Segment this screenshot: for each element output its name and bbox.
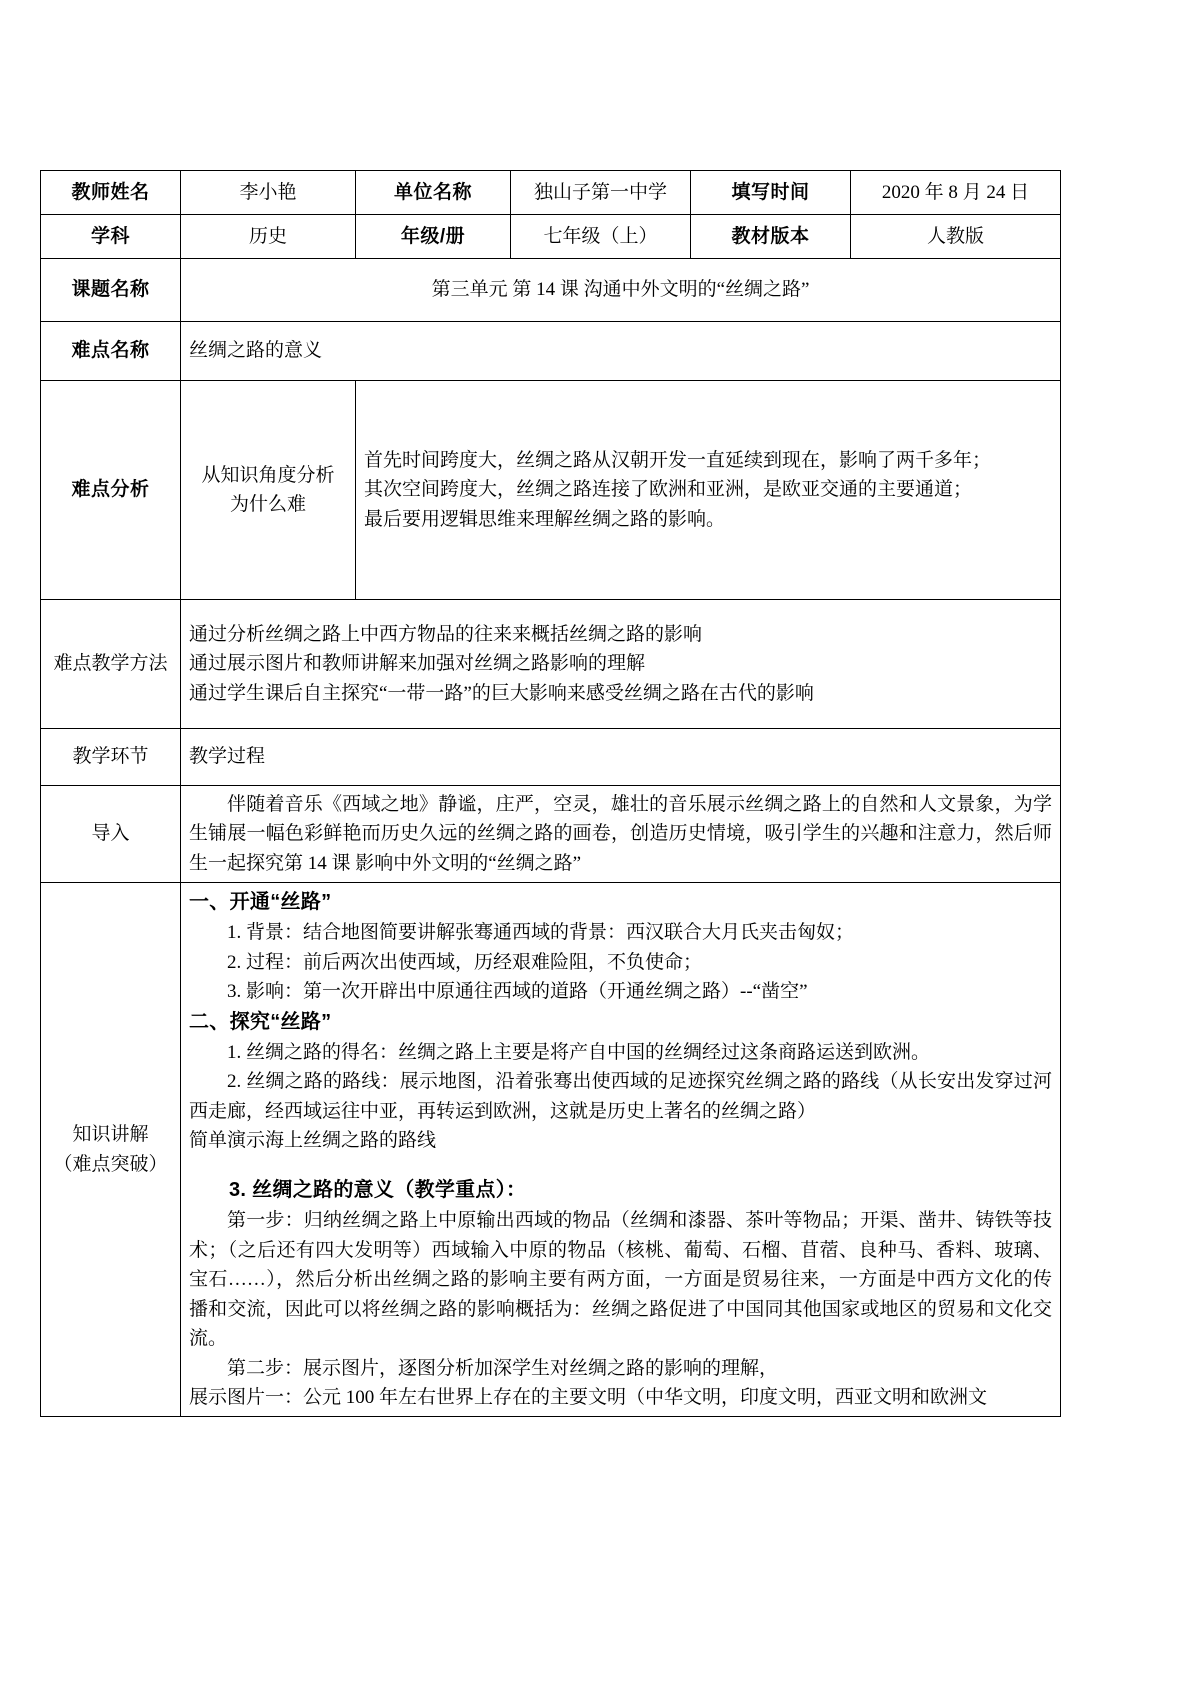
- knowledge-section2-item-2: 2. 丝绸之路的路线：展示地图，沿着张骞出使西域的足迹探究丝绸之路的路线（从长安出发穿过河西走廊，经西域运往中亚，再转运到欧洲，这就是历史上著名的丝绸之路）: [189, 1071, 1052, 1122]
- table-row-difficulty-method: [41, 600, 1061, 729]
- value-textbook-version: 人教版: [851, 215, 1061, 259]
- value-grade-volume: 七年级（上）: [511, 215, 691, 259]
- knowledge-step-1: 第一步：归纳丝绸之路上中原输出西域的物品（丝绸和漆器、茶叶等物品；开渠、凿井、铸铁等技术；（之后还有四大发明等）西域输入中原的物品（核桃、葡萄、石榴、苜蓿、良种马、香料、玻璃、宝石……），然后分析出丝绸之路的影响主要有两方面，一方面是贸易往来，一方面是中西方文化的传播和交流，因此可以将丝绸之路的影响概括为：丝绸之路促进了中国同其他国家或地区的贸易和文化交流。: [189, 1210, 1052, 1350]
- value-teacher-name: 李小艳: [181, 171, 356, 215]
- lesson-design-table: [40, 170, 1061, 1417]
- value-difficulty-name: 丝绸之路的意义: [181, 322, 1061, 381]
- difficulty-analysis-subtitle: [181, 381, 356, 600]
- knowledge-content: [181, 883, 1061, 1417]
- label-knowledge-line1: 知识讲解: [72, 1124, 149, 1146]
- intro-content: [181, 786, 1061, 883]
- label-subject: 学科: [41, 215, 181, 259]
- knowledge-section1-item-2: 2. 过程：前后两次出使西域，历经艰难险阻，不负使命；: [227, 951, 703, 973]
- difficulty-analysis-content: [356, 381, 1061, 600]
- label-knowledge-line2: （难点突破）: [53, 1153, 168, 1175]
- label-textbook-version: 教材版本: [691, 215, 851, 259]
- label-teacher-name: 教师姓名: [41, 171, 181, 215]
- table-row-subject-info: [41, 215, 1061, 259]
- value-unit-name: 独山子第一中学: [511, 171, 691, 215]
- knowledge-section1-item-3: 3. 影响：第一次开辟出中原通往西域的道路（开通丝绸之路）--“凿空”: [227, 981, 808, 1003]
- knowledge-spacer: [189, 1155, 1052, 1175]
- difficulty-analysis-line-3: 最后要用逻辑思维来理解丝绸之路的影响。: [364, 508, 726, 530]
- difficulty-method-line-1: 通过分析丝绸之路上中西方物品的往来来概括丝绸之路的影响: [189, 623, 703, 645]
- table-row-teacher-info: [41, 171, 1061, 215]
- label-intro: 导入: [41, 786, 181, 883]
- table-row-difficulty-analysis: [41, 381, 1061, 600]
- label-topic: 课题名称: [41, 259, 181, 322]
- table-row-topic: [41, 259, 1061, 322]
- difficulty-analysis-line-2: 其次空间跨度大，丝绸之路连接了欧洲和亚洲，是欧亚交通的主要通道；: [364, 479, 973, 501]
- label-difficulty-name: 难点名称: [41, 322, 181, 381]
- value-fill-date: 2020 年 8 月 24 日: [851, 171, 1061, 215]
- intro-paragraph: 伴随着音乐《西域之地》静谧，庄严，空灵，雄壮的音乐展示丝绸之路上的自然和人文景象，为学生铺展一幅色彩鲜艳而历史久远的丝绸之路的画卷，创造历史情境，吸引学生的兴趣和注意力，然后师生一起探究第 14 课 影响中外文明的“丝绸之路”: [189, 794, 1052, 874]
- label-teaching-stage: 教学环节: [41, 729, 181, 786]
- difficulty-method-content: [181, 600, 1061, 729]
- knowledge-section1-item-1: 1. 背景：结合地图简要讲解张骞通西域的背景：西汉联合大月氏夹击匈奴；: [227, 922, 855, 944]
- table-row-knowledge: [41, 883, 1061, 1417]
- table-row-stage: [41, 729, 1061, 786]
- label-grade-volume: 年级/册: [356, 215, 511, 259]
- label-knowledge-explanation: [41, 883, 181, 1417]
- label-difficulty-analysis: 难点分析: [41, 381, 181, 600]
- value-topic: 第三单元 第 14 课 沟通中外文明的“丝绸之路”: [181, 259, 1061, 322]
- label-fill-date: 填写时间: [691, 171, 851, 215]
- knowledge-step-2: 第二步：展示图片，逐图分析加深学生对丝绸之路的影响的理解，: [227, 1357, 779, 1379]
- difficulty-analysis-subtitle-line1: 从知识角度分析: [201, 464, 335, 486]
- table-row-intro: [41, 786, 1061, 883]
- knowledge-section2-item-1: 1. 丝绸之路的得名：丝绸之路上主要是将产自中国的丝绸经过这条商路运送到欧洲。: [227, 1041, 931, 1063]
- knowledge-section1-heading: 一、开通“丝路”: [189, 891, 332, 914]
- difficulty-analysis-subtitle-line2: 为什么难: [229, 494, 306, 515]
- knowledge-section2-heading: 二、探究“丝路”: [189, 1010, 332, 1033]
- value-teaching-process: 教学过程: [181, 729, 1061, 786]
- difficulty-method-line-2: 通过展示图片和教师讲解来加强对丝绸之路影响的理解: [189, 653, 646, 675]
- label-unit-name: 单位名称: [356, 171, 511, 215]
- difficulty-analysis-line-1: 首先时间跨度大，丝绸之路从汉朝开发一直延续到现在，影响了两千多年；: [364, 449, 992, 471]
- knowledge-section2-item-4-heading: 3. 丝绸之路的意义（教学重点）：: [229, 1179, 527, 1202]
- table-row-difficulty-name: [41, 322, 1061, 381]
- knowledge-step-2-detail: 展示图片一：公元 100 年左右世界上存在的主要文明（中华文明，印度文明，西亚文明和欧洲文: [189, 1387, 988, 1408]
- difficulty-method-line-3: 通过学生课后自主探究“一带一路”的巨大影响来感受丝绸之路在古代的影响: [189, 682, 814, 704]
- value-subject: 历史: [181, 215, 356, 259]
- label-difficulty-method: 难点教学方法: [41, 600, 181, 729]
- knowledge-section2-item-3: 简单演示海上丝绸之路的路线: [189, 1129, 437, 1151]
